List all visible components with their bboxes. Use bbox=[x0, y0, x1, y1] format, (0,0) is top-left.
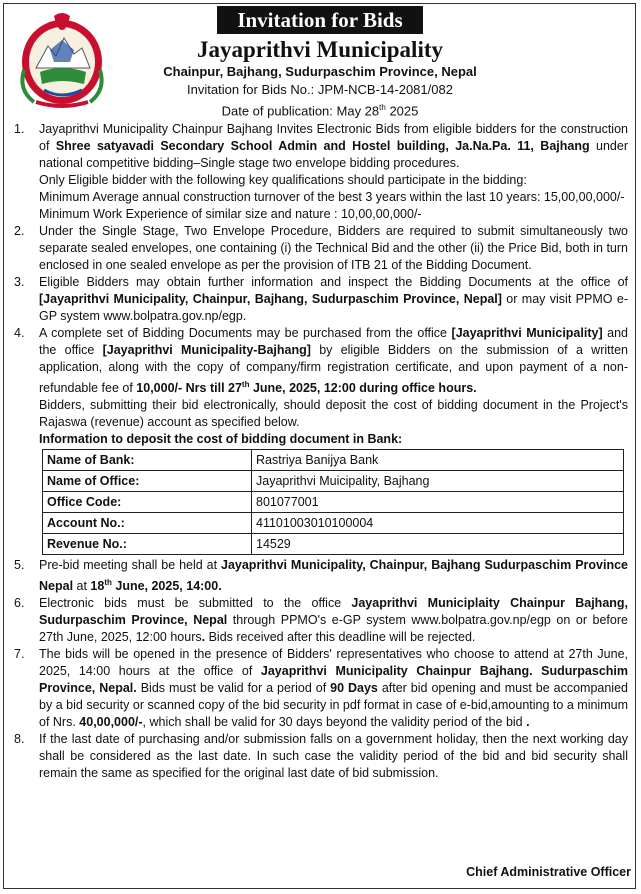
clause-number: 1. bbox=[14, 122, 25, 136]
clause-7: 7. The bids will be opened in the presence of Bidders' representatives who choose to attend at 27th June, 2025, 14:00 hours at the office of Jayaprithvi Municipality Chainpur Bajhang. Sudurpaschim Province, Nepal. Bids must be valid for a period of 90 Days after bid opening and must be accompanied by a bid security or scanned copy of the bid security in pdf format in case of e-bid,amounting to a minimum of Nrs. 40,00,000/-, which shall be valid for 30 days beyond the validity period of the bid . bbox=[14, 647, 628, 730]
clause-number: 7. bbox=[14, 647, 25, 662]
clauses-list bbox=[14, 121, 628, 782]
banner-title: Invitation for Bids bbox=[217, 6, 423, 34]
bank-info-table bbox=[42, 449, 624, 555]
table-row: Name of Office: Jayaprithvi Muicipality, Bajhang bbox=[43, 471, 624, 492]
municipality-title: Jayaprithvi Municipality bbox=[197, 37, 443, 62]
table-row: Name of Bank: Rastriya Banijya Bank bbox=[43, 450, 624, 471]
clause-2: 2. Under the Single Stage, Two Envelope Procedure, Bidders are required to submit simultaneously two separate sealed envelopes, one containing (i) the Technical Bid and the other (ii) the Price Bid, both in turn enclosed in one sealed envelope as per the provision of ITB 21 of the Bidding Document. bbox=[14, 224, 628, 272]
clause-5: 5. Pre-bid meeting shall be held at Jayaprithvi Municipality, Chainpur, Bajhang Sudurpaschim Province Nepal at 18th June, 2025, 14:00. bbox=[14, 558, 628, 594]
clause-3: 3. Eligible Bidders may obtain further information and inspect the Bidding Documents at the office of [Jayaprithvi Municipality, Chainpur, Bajhang, Sudurpaschim Province, Nepal] or may visit PPMO e-GP system www.bolpatra.gov.np/egp. bbox=[14, 275, 628, 323]
municipality-address: Chainpur, Bajhang, Sudurpaschim Province, Nepal bbox=[163, 64, 477, 79]
nepal-emblem-icon bbox=[14, 10, 110, 110]
clause-number: 2. bbox=[14, 224, 25, 238]
clause-number: 4. bbox=[14, 326, 25, 340]
clause-8: 8. If the last date of purchasing and/or submission falls on a government holiday, then the next working day shall be considered as the last date. In such case the validity period of the bid and bid security shall remain the same as specified for the original last date of bid submission. bbox=[14, 732, 628, 781]
table-row: Account No.: 41101003010100004 bbox=[43, 513, 624, 534]
clause-4: 4. A complete set of Bidding Documents may be purchased from the office [Jayaprithvi Municipality] and the office [Jayaprithvi Municipality-Bajhang] by eligible Bidders on the submission of a written application, along with the copy of company/firm registration certificate, and upon payment of a non-refundable fee of 10,000/- Nrs till 27th June, 2025, 12:00 during office hours. Bidders, submitting their bid electronically, should deposit the cost of bidding document in the Project's Rajaswa (revenue) account as specified below. Information to deposit the cost of bidding document in Bank: Name of Bank: Rastriya Banijya Bank Name of Office: Jayaprithvi Muicipality, Bajhang Office Code: 801077001 Account No.: 41101003010100004 Revenue No.: 14529 bbox=[14, 325, 628, 555]
clause-1: 1. Jayaprithvi Municipality Chainpur Bajhang Invites Electronic Bids from eligible bidders for the construction of Shree satyavadi Secondary School Admin and Hostel building, Ja.Na.Pa. 11, Bajhang under national competitive bidding–Single stage two envelope bidding procedures. Only Eligible bidder with the following key qualifications should participate in the bidding: Minimum Average annual construction turnover of the best 3 years within the last 10 years: 15,00,00,000/- Minimum Work Experience of similar size and nature : 10,00,00,000/- bbox=[14, 122, 628, 221]
table-row: Office Code: 801077001 bbox=[43, 492, 624, 513]
table-row: Revenue No.: 14529 bbox=[43, 534, 624, 555]
clause-6: 6. Electronic bids must be submitted to the office Jayaprithvi Municiplaity Chainpur Bajhang, Sudurpaschim Province, Nepal through PPMO's e-GP system www.bolpatra.gov.np/egp on or before 27th June, 2025, 12:00 hours. Bids received after this deadline will be rejected. bbox=[14, 596, 629, 645]
signature: Chief Administrative Officer bbox=[466, 865, 631, 879]
publication-date: Date of publication: May 28th 2025 bbox=[221, 103, 419, 119]
clause-number: 5. bbox=[14, 558, 25, 573]
clause-number: 3. bbox=[14, 275, 25, 289]
bid-number: Invitation for Bids No.: JPM-NCB-14-2081/082 bbox=[187, 82, 453, 97]
clause-number: 8. bbox=[14, 732, 25, 747]
clause-number: 6. bbox=[14, 596, 25, 611]
